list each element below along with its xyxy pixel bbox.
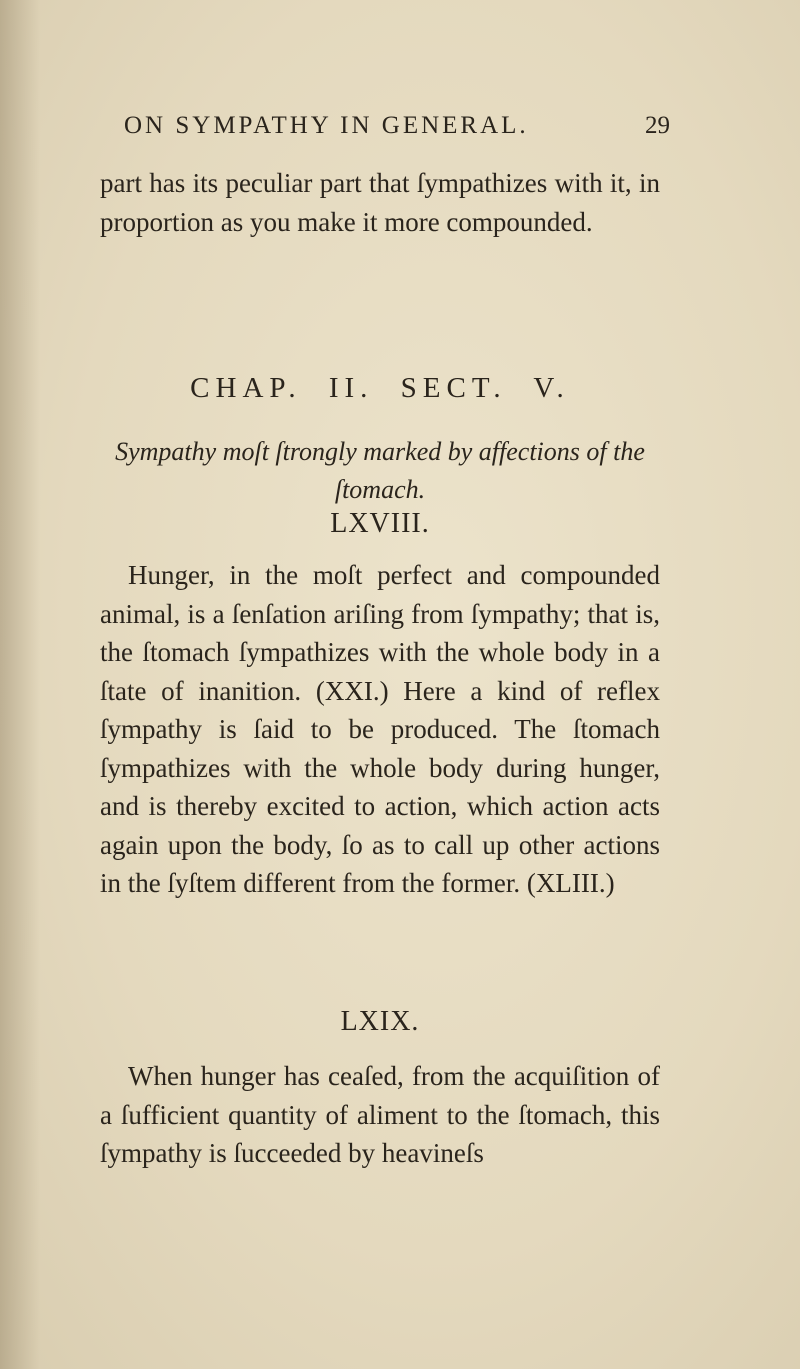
chapter-heading: CHAP. II. SECT. V. (190, 372, 570, 404)
page-number: 29 (645, 112, 670, 139)
section-number-68: LXVIII. (330, 508, 430, 539)
section-number-69: LXIX. (340, 1006, 420, 1037)
chapter-subtitle: Sympathy moſt ſtrongly marked by affections of the ſtomach. (115, 437, 645, 504)
section-text-68: Hunger, in the moſt perfect and compounded animal, is a ſenſation ariſing from ſympathy; that is, the ſtomach ſympathizes with the whole body in a ſtate of inanition. (XXI.) Here a kind of reflex ſympathy is ſaid to be produced. The ſtomach ſympathizes with the whole body during hunger, and is thereby excited to action, which action acts again upon the body, ſo as to call up other actions in the ſyſtem different from the former. (XLIII.) (100, 560, 660, 898)
running-head-title: ON SYMPATHY IN GENERAL. (124, 112, 529, 139)
running-head (124, 112, 684, 140)
continuation-text: part has its peculiar part that ſympathizes with it, in proportion as you make it more compounded. (100, 168, 660, 237)
gutter-shadow (0, 0, 40, 1369)
section-text-69: When hunger has ceaſed, from the acquiſition of a ſufficient quantity of aliment to the ſtomach, this ſympathy is ſucceeded by heavineſs (100, 1061, 660, 1168)
